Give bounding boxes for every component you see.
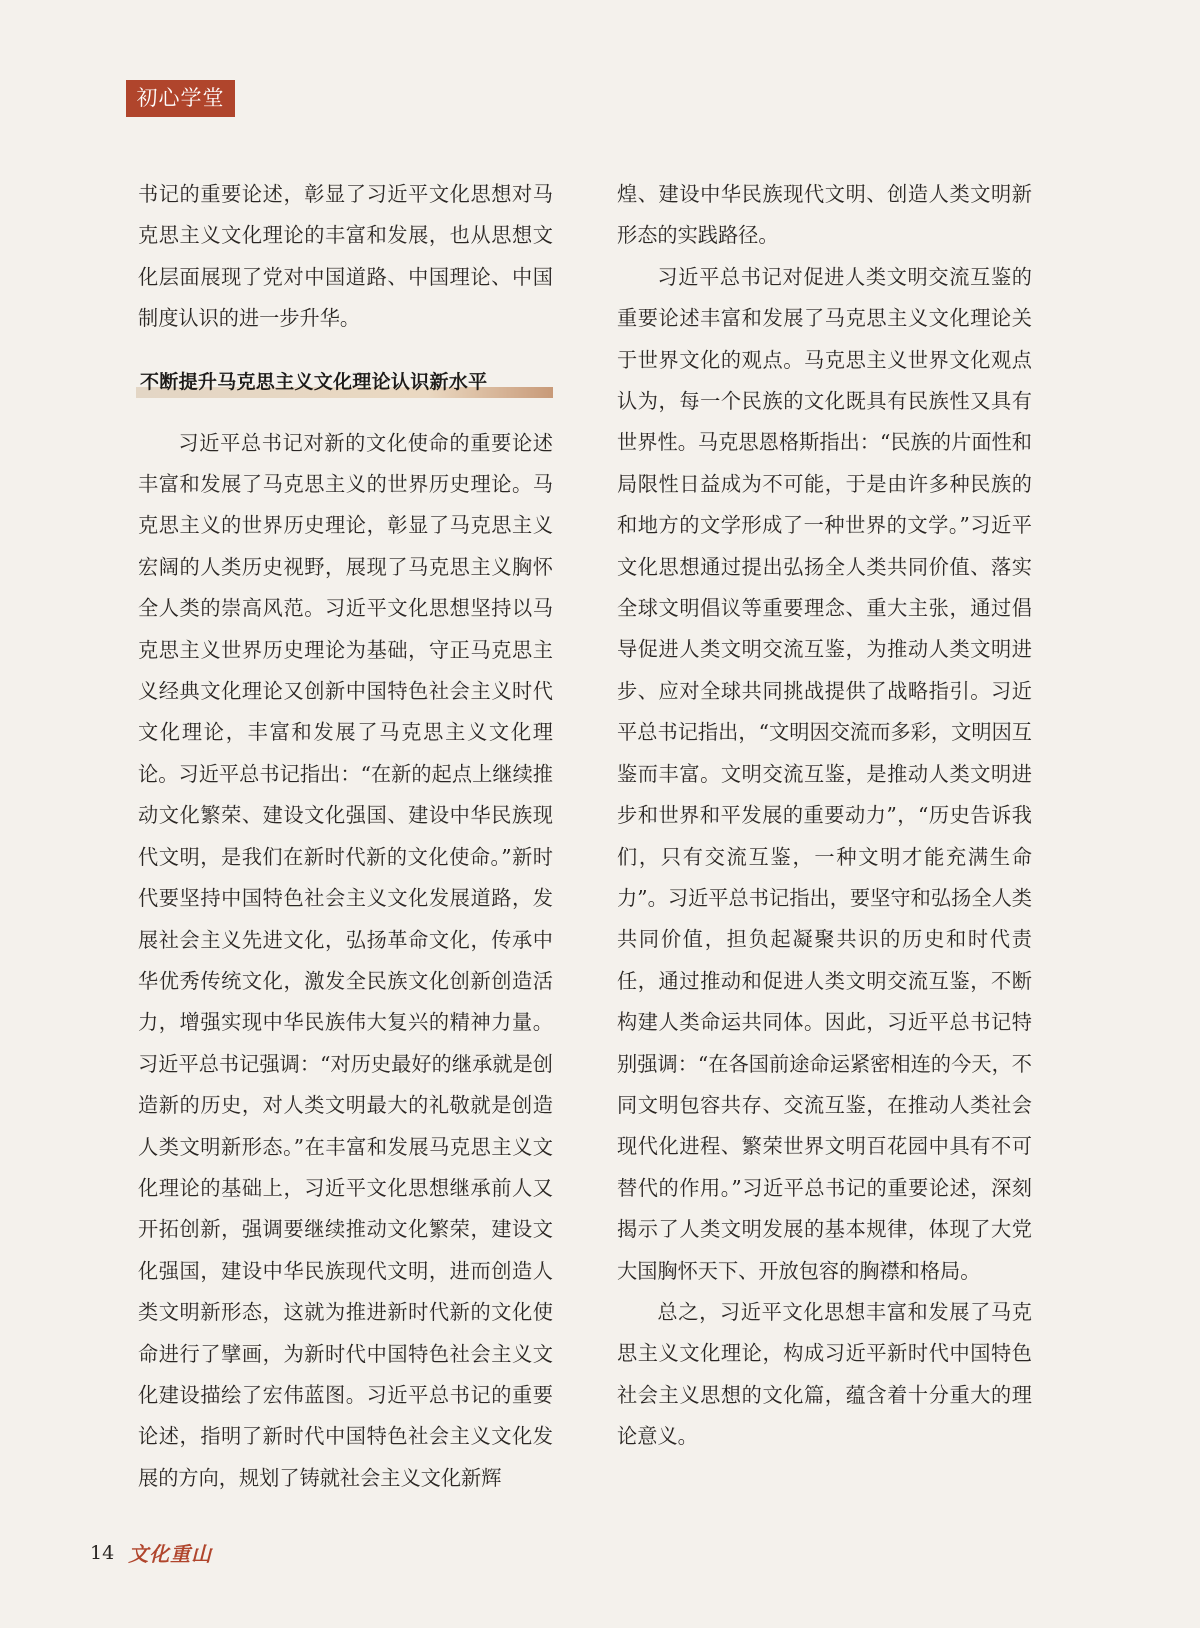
right-column xyxy=(617,174,1032,1458)
left-column xyxy=(138,174,553,1499)
right-paragraph-1: 煌、建设中华民族现代文明、创造人类文明新形态的实践路径。 xyxy=(617,182,1032,248)
page-footer xyxy=(90,1538,212,1567)
left-paragraph-2: 习近平总书记对新的文化使命的重要论述丰富和发展了马克思主义的世界历史理论。马克思主义的世界历史理论，彰显了马克思主义宏阔的人类历史视野，展现了马克思主义胸怀全人类的崇高风范。习近平文化思想坚持以马克思主义世界历史理论为基础，守正马克思主义经典文化理论又创新中国特色社会主义时代文化理论，丰富和发展了马克思主义文化理论。习近平总书记指出：“在新的起点上继续推动文化繁荣、建设文化强国、建设中华民族现代文明，是我们在新时代新的文化使命。”新时代要坚持中国特色社会主义文化发展道路，发展社会主义先进文化，弘扬革命文化，传承中华优秀传统文化，激发全民族文化创新创造活力，增强实现中华民族伟大复兴的精神力量。习近平总书记强调：“对历史最好的继承就是创造新的历史，对人类文明最大的礼敬就是创造人类文明新形态。”在丰富和发展马克思主义文化理论的基础上，习近平文化思想继承前人又开拓创新，强调要继续推动文化繁荣，建设文化强国，建设中华民族现代文明，进而创造人类文明新形态，这就为推进新时代新的文化使命进行了擘画，为新时代中国特色社会主义文化建设描绘了宏伟蓝图。习近平总书记的重要论述，指明了新时代中国特色社会主义文化发展的方向，规划了铸就社会主义文化新辉 xyxy=(138,430,553,1490)
page-number: 14 xyxy=(90,1541,115,1564)
section-tag: 初心学堂 xyxy=(126,80,235,117)
left-paragraph-1: 书记的重要论述，彰显了习近平文化思想对马克思主义文化理论的丰富和发展，也从思想文化层面展现了党对中国道路、中国理论、中国制度认识的进一步升华。 xyxy=(138,182,553,331)
right-paragraph-3: 总之，习近平文化思想丰富和发展了马克思主义文化理论，构成习近平新时代中国特色社会主义思想的文化篇，蕴含着十分重大的理论意义。 xyxy=(617,1299,1032,1449)
section-heading-text: 不断提升马克思主义文化理论认识新水平 xyxy=(140,370,488,393)
section-heading xyxy=(138,365,553,403)
magazine-logo: 文化重山 xyxy=(128,1542,213,1566)
right-paragraph-2: 习近平总书记对促进人类文明交流互鉴的重要论述丰富和发展了马克思主义文化理论关于世界文化的观点。马克思主义世界文化观点认为，每一个民族的文化既具有民族性又具有世界性。马克思恩格斯指出：“民族的片面性和局限性日益成为不可能，于是由许多种民族的和地方的文学形成了一种世界的文学。”习近平文化思想通过提出弘扬全人类共同价值、落实全球文明倡议等重要理念、重大主张，通过倡导促进人类文明交流互鉴，为推动人类文明进步、应对全球共同挑战提供了战略指引。习近平总书记指出，“文明因交流而多彩，文明因互鉴而丰富。文明交流互鉴，是推动人类文明进步和世界和平发展的重要动力”，“历史告诉我们，只有交流互鉴，一种文明才能充满生命力”。习近平总书记指出，要坚守和弘扬全人类共同价值，担负起凝聚共识的历史和时代责任，通过推动和促进人类文明交流互鉴，不断构建人类命运共同体。因此，习近平总书记特别强调：“在各国前途命运紧密相连的今天，不同文明包容共存、交流互鉴，在推动人类社会现代化进程、繁荣世界文明百花园中具有不可替代的作用。”习近平总书记的重要论述，深刻揭示了人类文明发展的基本规律，体现了大党大国胸怀天下、开放包容的胸襟和格局。 xyxy=(617,264,1032,1283)
